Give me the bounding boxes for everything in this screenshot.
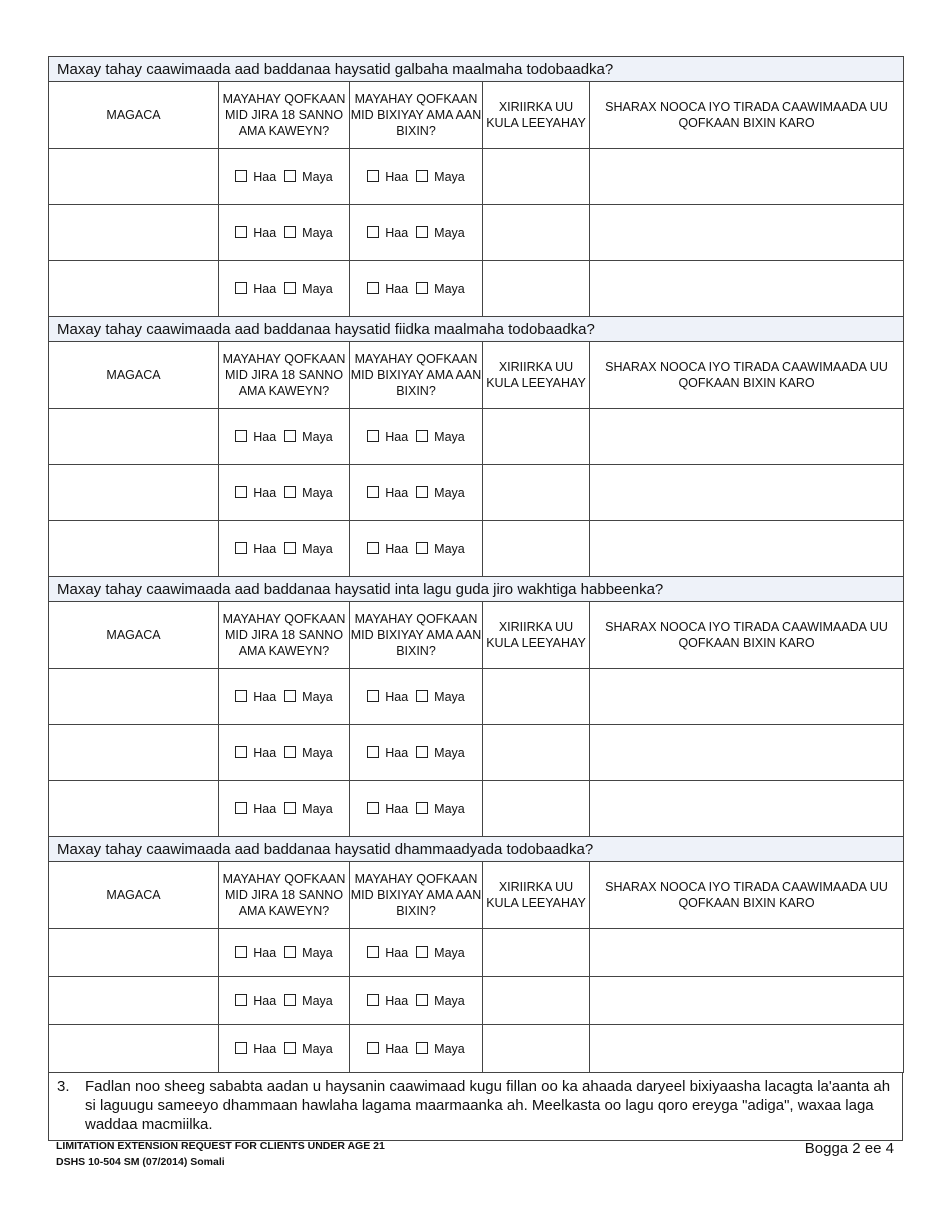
option-no	[284, 226, 333, 240]
question-3-number: 3.	[57, 1078, 70, 1095]
relationship-field[interactable]	[483, 977, 590, 1025]
column-header-row	[49, 82, 904, 149]
form-page	[48, 56, 903, 1141]
minor-cell	[219, 149, 350, 205]
option-no	[284, 542, 333, 556]
option-label-yes: Haa	[385, 801, 409, 816]
option-label-no: Maya	[302, 429, 333, 444]
option-no	[284, 1042, 333, 1056]
disabled-cell	[350, 205, 483, 261]
table-row	[49, 781, 904, 837]
option-no	[284, 430, 333, 444]
description-field[interactable]	[590, 409, 904, 465]
option-yes	[367, 170, 408, 184]
minor-cell	[219, 977, 350, 1025]
checkbox-yes-disabled-s3-r3[interactable]	[367, 802, 379, 814]
disabled-cell	[350, 409, 483, 465]
disabled-cell	[350, 261, 483, 317]
checkbox-no-minor-s3-r1[interactable]	[284, 690, 296, 702]
option-label-yes: Haa	[385, 225, 409, 240]
option-label-yes: Haa	[253, 429, 277, 444]
option-no	[416, 1042, 465, 1056]
column-header-minor: MAYAHAY QOFKAAN MID JIRA 18 SANNO AMA KAWEYN?	[219, 342, 350, 409]
checkbox-no-disabled-s1-r2[interactable]	[416, 226, 428, 238]
option-yes	[235, 282, 276, 296]
column-header-disabled: MAYAHAY QOFKAAN MID BIXIYAY AMA AAN BIXIN?	[350, 602, 483, 669]
option-no	[284, 486, 333, 500]
option-yes	[235, 994, 276, 1008]
checkbox-no-disabled-s4-r3[interactable]	[416, 1042, 428, 1054]
option-no	[416, 170, 465, 184]
checkbox-no-minor-s3-r2[interactable]	[284, 746, 296, 758]
option-label-no: Maya	[434, 689, 465, 704]
yes-no-group	[350, 430, 482, 444]
option-yes	[235, 802, 276, 816]
minor-cell	[219, 781, 350, 837]
table-row	[49, 521, 904, 577]
disabled-cell	[350, 465, 483, 521]
column-header-name: MAGACA	[49, 602, 219, 669]
option-label-yes: Haa	[385, 429, 409, 444]
checkbox-no-disabled-s2-r1[interactable]	[416, 430, 428, 442]
relationship-field[interactable]	[483, 465, 590, 521]
description-field[interactable]	[590, 781, 904, 837]
option-label-no: Maya	[434, 801, 465, 816]
checkbox-no-minor-s4-r2[interactable]	[284, 994, 296, 1006]
column-header-row	[49, 602, 904, 669]
section-question-row	[49, 577, 904, 602]
table-row	[49, 205, 904, 261]
description-field[interactable]	[590, 261, 904, 317]
option-yes	[367, 486, 408, 500]
name-field[interactable]	[49, 1025, 219, 1073]
yes-no-group	[350, 746, 482, 760]
relationship-field[interactable]	[483, 409, 590, 465]
checkbox-yes-minor-s3-r3[interactable]	[235, 802, 247, 814]
column-header-minor: MAYAHAY QOFKAAN MID JIRA 18 SANNO AMA KAWEYN?	[219, 602, 350, 669]
column-header-name: MAGACA	[49, 342, 219, 409]
checkbox-yes-minor-s3-r2[interactable]	[235, 746, 247, 758]
column-header-name: MAGACA	[49, 862, 219, 929]
option-label-no: Maya	[434, 993, 465, 1008]
checkbox-yes-minor-s1-r3[interactable]	[235, 282, 247, 294]
option-label-no: Maya	[302, 945, 333, 960]
option-yes	[367, 946, 408, 960]
yes-no-group	[350, 994, 482, 1008]
disabled-cell	[350, 929, 483, 977]
option-label-yes: Haa	[385, 1041, 409, 1056]
option-no	[284, 282, 333, 296]
yes-no-group	[350, 802, 482, 816]
column-header-disabled: MAYAHAY QOFKAAN MID BIXIYAY AMA AAN BIXIN?	[350, 862, 483, 929]
checkbox-no-disabled-s1-r1[interactable]	[416, 170, 428, 182]
option-no	[416, 486, 465, 500]
checkbox-yes-minor-s4-r3[interactable]	[235, 1042, 247, 1054]
option-label-no: Maya	[302, 281, 333, 296]
option-label-yes: Haa	[253, 945, 277, 960]
option-no	[416, 430, 465, 444]
option-yes	[235, 690, 276, 704]
option-label-yes: Haa	[385, 993, 409, 1008]
column-header-disabled: MAYAHAY QOFKAAN MID BIXIYAY AMA AAN BIXIN?	[350, 82, 483, 149]
yes-no-group	[219, 226, 349, 240]
yes-no-group	[350, 946, 482, 960]
relationship-field[interactable]	[483, 521, 590, 577]
checkbox-yes-minor-s2-r1[interactable]	[235, 430, 247, 442]
description-field[interactable]	[590, 929, 904, 977]
description-field[interactable]	[590, 521, 904, 577]
checkbox-yes-minor-s2-r3[interactable]	[235, 542, 247, 554]
disabled-cell	[350, 149, 483, 205]
yes-no-group	[219, 542, 349, 556]
column-header-description: SHARAX NOOCA IYO TIRADA CAAWIMAADA UU QOFKAAN BIXIN KARO	[590, 82, 904, 149]
disabled-cell	[350, 521, 483, 577]
column-header-minor: MAYAHAY QOFKAAN MID JIRA 18 SANNO AMA KAWEYN?	[219, 82, 350, 149]
option-label-no: Maya	[434, 169, 465, 184]
option-label-yes: Haa	[253, 485, 277, 500]
disabled-cell	[350, 1025, 483, 1073]
option-yes	[235, 430, 276, 444]
option-label-no: Maya	[302, 541, 333, 556]
name-field[interactable]	[49, 465, 219, 521]
option-label-no: Maya	[302, 689, 333, 704]
yes-no-group	[350, 282, 482, 296]
option-label-no: Maya	[302, 993, 333, 1008]
minor-cell	[219, 205, 350, 261]
column-header-relationship: XIRIIRKA UU KULA LEEYAHAY	[483, 82, 590, 149]
column-header-name: MAGACA	[49, 82, 219, 149]
disabled-cell	[350, 781, 483, 837]
option-no	[284, 802, 333, 816]
description-field[interactable]	[590, 669, 904, 725]
option-yes	[367, 430, 408, 444]
minor-cell	[219, 1025, 350, 1073]
option-yes	[235, 946, 276, 960]
option-yes	[235, 542, 276, 556]
yes-no-group	[219, 746, 349, 760]
table-row	[49, 149, 904, 205]
checkbox-yes-disabled-s4-r3[interactable]	[367, 1042, 379, 1054]
option-no	[416, 994, 465, 1008]
yes-no-group	[219, 1042, 349, 1056]
disabled-cell	[350, 669, 483, 725]
column-header-relationship: XIRIIRKA UU KULA LEEYAHAY	[483, 602, 590, 669]
yes-no-group	[219, 802, 349, 816]
table-row	[49, 409, 904, 465]
option-no	[416, 802, 465, 816]
option-yes	[235, 1042, 276, 1056]
checkbox-no-minor-s2-r2[interactable]	[284, 486, 296, 498]
option-label-yes: Haa	[385, 485, 409, 500]
option-yes	[367, 994, 408, 1008]
checkbox-no-disabled-s3-r1[interactable]	[416, 690, 428, 702]
name-field[interactable]	[49, 669, 219, 725]
yes-no-group	[350, 690, 482, 704]
description-field[interactable]	[590, 205, 904, 261]
footer-form-title: LIMITATION EXTENSION REQUEST FOR CLIENTS UNDER AGE 21	[56, 1140, 385, 1152]
column-header-description: SHARAX NOOCA IYO TIRADA CAAWIMAADA UU QOFKAAN BIXIN KARO	[590, 342, 904, 409]
table-row	[49, 669, 904, 725]
name-field[interactable]	[49, 521, 219, 577]
option-yes	[235, 746, 276, 760]
yes-no-group	[350, 542, 482, 556]
checkbox-yes-disabled-s1-r3[interactable]	[367, 282, 379, 294]
name-field[interactable]	[49, 781, 219, 837]
checkbox-no-disabled-s2-r3[interactable]	[416, 542, 428, 554]
checkbox-yes-disabled-s4-r2[interactable]	[367, 994, 379, 1006]
option-label-yes: Haa	[253, 993, 277, 1008]
option-yes	[367, 690, 408, 704]
minor-cell	[219, 929, 350, 977]
option-no	[284, 170, 333, 184]
section-question: Maxay tahay caawimaada aad baddanaa haysatid inta lagu guda jiro wakhtiga habbeenka?	[49, 577, 904, 602]
table-row	[49, 465, 904, 521]
option-label-no: Maya	[434, 485, 465, 500]
column-header-relationship: XIRIIRKA UU KULA LEEYAHAY	[483, 342, 590, 409]
name-field[interactable]	[49, 929, 219, 977]
column-header-row	[49, 342, 904, 409]
name-field[interactable]	[49, 205, 219, 261]
option-yes	[367, 282, 408, 296]
description-field[interactable]	[590, 725, 904, 781]
checkbox-yes-minor-s2-r2[interactable]	[235, 486, 247, 498]
table-row	[49, 977, 904, 1025]
relationship-field[interactable]	[483, 781, 590, 837]
column-header-description: SHARAX NOOCA IYO TIRADA CAAWIMAADA UU QOFKAAN BIXIN KARO	[590, 862, 904, 929]
checkbox-no-minor-s1-r2[interactable]	[284, 226, 296, 238]
option-yes	[235, 170, 276, 184]
option-label-no: Maya	[302, 169, 333, 184]
description-field[interactable]	[590, 149, 904, 205]
option-no	[416, 946, 465, 960]
option-yes	[367, 542, 408, 556]
page-footer	[56, 1140, 894, 1168]
section-question: Maxay tahay caawimaada aad baddanaa haysatid fiidka maalmaha todobaadka?	[49, 317, 904, 342]
option-no	[416, 226, 465, 240]
yes-no-group	[350, 1042, 482, 1056]
minor-cell	[219, 409, 350, 465]
option-label-no: Maya	[434, 745, 465, 760]
yes-no-group	[219, 994, 349, 1008]
option-label-yes: Haa	[253, 169, 277, 184]
option-label-yes: Haa	[253, 1041, 277, 1056]
name-field[interactable]	[49, 261, 219, 317]
option-no	[416, 746, 465, 760]
checkbox-yes-disabled-s3-r1[interactable]	[367, 690, 379, 702]
option-label-yes: Haa	[253, 745, 277, 760]
option-no	[284, 690, 333, 704]
option-no	[284, 994, 333, 1008]
option-yes	[367, 226, 408, 240]
option-label-yes: Haa	[385, 689, 409, 704]
option-label-no: Maya	[302, 1041, 333, 1056]
option-label-no: Maya	[434, 945, 465, 960]
description-field[interactable]	[590, 977, 904, 1025]
option-label-yes: Haa	[385, 745, 409, 760]
option-yes	[367, 802, 408, 816]
option-no	[416, 542, 465, 556]
checkbox-yes-minor-s1-r1[interactable]	[235, 170, 247, 182]
option-yes	[235, 226, 276, 240]
yes-no-group	[219, 170, 349, 184]
option-label-no: Maya	[434, 541, 465, 556]
checkbox-no-minor-s4-r3[interactable]	[284, 1042, 296, 1054]
checkbox-no-disabled-s3-r3[interactable]	[416, 802, 428, 814]
checkbox-no-disabled-s2-r2[interactable]	[416, 486, 428, 498]
option-label-no: Maya	[302, 801, 333, 816]
checkbox-no-disabled-s3-r2[interactable]	[416, 746, 428, 758]
question-3-text: Fadlan noo sheeg sababta aadan u haysanin caawimaad kugu fillan oo ka ahaada daryeel bixiyaasha lacagta la'aanta ah si laguugu sameeyo dhammaan hawlaha lagama maarmaanka ah. Meelkasta oo lagu qoro ereyga "adiga", waxaa laga waddaa macmiilka.	[85, 1078, 891, 1133]
checkbox-yes-disabled-s2-r3[interactable]	[367, 542, 379, 554]
relationship-field[interactable]	[483, 929, 590, 977]
name-field[interactable]	[49, 977, 219, 1025]
option-label-yes: Haa	[385, 281, 409, 296]
table-row	[49, 725, 904, 781]
checkbox-yes-disabled-s1-r1[interactable]	[367, 170, 379, 182]
section-question-row	[49, 837, 904, 862]
relationship-field[interactable]	[483, 669, 590, 725]
option-yes	[367, 1042, 408, 1056]
relationship-field[interactable]	[483, 1025, 590, 1073]
checkbox-no-disabled-s4-r1[interactable]	[416, 946, 428, 958]
relationship-field[interactable]	[483, 261, 590, 317]
checkbox-no-minor-s3-r3[interactable]	[284, 802, 296, 814]
option-no	[416, 282, 465, 296]
checkbox-no-minor-s1-r3[interactable]	[284, 282, 296, 294]
yes-no-group	[219, 430, 349, 444]
description-field[interactable]	[590, 465, 904, 521]
yes-no-group	[350, 226, 482, 240]
option-label-no: Maya	[434, 281, 465, 296]
yes-no-group	[350, 486, 482, 500]
section-question-row	[49, 57, 904, 82]
checkbox-yes-minor-s4-r2[interactable]	[235, 994, 247, 1006]
description-field[interactable]	[590, 1025, 904, 1073]
option-label-no: Maya	[302, 225, 333, 240]
checkbox-no-minor-s2-r1[interactable]	[284, 430, 296, 442]
minor-cell	[219, 725, 350, 781]
column-header-description: SHARAX NOOCA IYO TIRADA CAAWIMAADA UU QOFKAAN BIXIN KARO	[590, 602, 904, 669]
disabled-cell	[350, 725, 483, 781]
section-question: Maxay tahay caawimaada aad baddanaa haysatid dhammaadyada todobaadka?	[49, 837, 904, 862]
option-label-yes: Haa	[253, 541, 277, 556]
checkbox-yes-disabled-s2-r2[interactable]	[367, 486, 379, 498]
question-3	[48, 1073, 903, 1141]
option-label-no: Maya	[302, 745, 333, 760]
option-label-no: Maya	[434, 1041, 465, 1056]
minor-cell	[219, 669, 350, 725]
name-field[interactable]	[49, 409, 219, 465]
relationship-field[interactable]	[483, 205, 590, 261]
option-label-yes: Haa	[385, 169, 409, 184]
checkbox-no-minor-s2-r3[interactable]	[284, 542, 296, 554]
checkbox-no-disabled-s1-r3[interactable]	[416, 282, 428, 294]
checkbox-yes-disabled-s1-r2[interactable]	[367, 226, 379, 238]
option-yes	[235, 486, 276, 500]
page-number: Bogga 2 ee 4	[804, 1140, 894, 1157]
table-row	[49, 261, 904, 317]
minor-cell	[219, 465, 350, 521]
option-label-yes: Haa	[253, 281, 277, 296]
option-no	[284, 946, 333, 960]
checkbox-yes-disabled-s4-r1[interactable]	[367, 946, 379, 958]
column-header-relationship: XIRIIRKA UU KULA LEEYAHAY	[483, 862, 590, 929]
option-label-yes: Haa	[385, 945, 409, 960]
option-label-yes: Haa	[253, 225, 277, 240]
option-label-yes: Haa	[253, 801, 277, 816]
option-label-yes: Haa	[253, 689, 277, 704]
yes-no-group	[219, 486, 349, 500]
column-header-minor: MAYAHAY QOFKAAN MID JIRA 18 SANNO AMA KAWEYN?	[219, 862, 350, 929]
yes-no-group	[219, 282, 349, 296]
help-table	[48, 56, 904, 1073]
section-question-row	[49, 317, 904, 342]
minor-cell	[219, 521, 350, 577]
checkbox-no-minor-s1-r1[interactable]	[284, 170, 296, 182]
option-label-yes: Haa	[385, 541, 409, 556]
section-question: Maxay tahay caawimaada aad baddanaa haysatid galbaha maalmaha todobaadka?	[49, 57, 904, 82]
checkbox-yes-disabled-s3-r2[interactable]	[367, 746, 379, 758]
relationship-field[interactable]	[483, 149, 590, 205]
yes-no-group	[350, 170, 482, 184]
table-row	[49, 1025, 904, 1073]
option-label-no: Maya	[302, 485, 333, 500]
option-label-no: Maya	[434, 429, 465, 444]
option-label-no: Maya	[434, 225, 465, 240]
checkbox-yes-minor-s1-r2[interactable]	[235, 226, 247, 238]
table-row	[49, 929, 904, 977]
minor-cell	[219, 261, 350, 317]
checkbox-no-minor-s4-r1[interactable]	[284, 946, 296, 958]
name-field[interactable]	[49, 149, 219, 205]
column-header-disabled: MAYAHAY QOFKAAN MID BIXIYAY AMA AAN BIXIN?	[350, 342, 483, 409]
footer-form-id: DSHS 10-504 SM (07/2014) Somali	[56, 1156, 225, 1168]
checkbox-yes-disabled-s2-r1[interactable]	[367, 430, 379, 442]
checkbox-yes-minor-s4-r1[interactable]	[235, 946, 247, 958]
option-yes	[367, 746, 408, 760]
checkbox-no-disabled-s4-r2[interactable]	[416, 994, 428, 1006]
option-no	[416, 690, 465, 704]
yes-no-group	[219, 946, 349, 960]
name-field[interactable]	[49, 725, 219, 781]
relationship-field[interactable]	[483, 725, 590, 781]
option-no	[284, 746, 333, 760]
disabled-cell	[350, 977, 483, 1025]
column-header-row	[49, 862, 904, 929]
yes-no-group	[219, 690, 349, 704]
checkbox-yes-minor-s3-r1[interactable]	[235, 690, 247, 702]
